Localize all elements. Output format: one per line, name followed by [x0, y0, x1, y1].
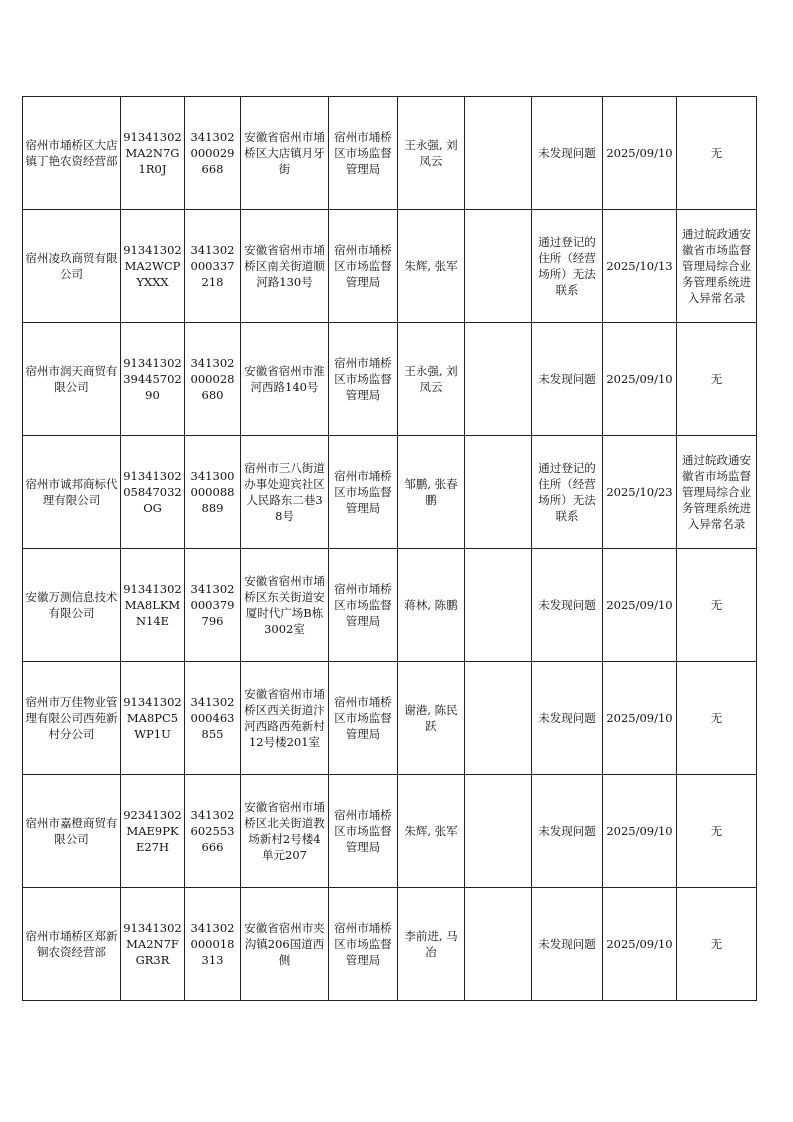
credit-code-cell: 91341302MA2WCPYXXX: [121, 210, 185, 323]
inspectors-cell: 朱辉, 张军: [398, 210, 465, 323]
enterprise-name-cell: 宿州市诚邦商标代理有限公司: [23, 436, 121, 549]
empty-cell: [465, 97, 532, 210]
inspection-result-cell: 通过登记的住所（经营场所）无法联系: [532, 436, 603, 549]
table-row: [23, 210, 757, 323]
inspectors-cell: 朱辉, 张军: [398, 775, 465, 888]
address-cell: 安徽省宿州市埇桥区大店镇月牙街: [241, 97, 329, 210]
credit-code-cell: 91341302MA8PC5WP1U: [121, 662, 185, 775]
table-row: [23, 323, 757, 436]
enterprise-name-cell: 宿州市万佳物业管理有限公司西苑新村分公司: [23, 662, 121, 775]
inspection-date-cell: 2025/09/10: [603, 775, 677, 888]
registration-number-cell: 341300000088889: [185, 436, 241, 549]
inspectors-cell: 蒋林, 陈鹏: [398, 549, 465, 662]
credit-code-cell: 913413023944570290: [121, 323, 185, 436]
inspection-table: [22, 96, 757, 1001]
department-cell: 宿州市埇桥区市场监督管理局: [329, 662, 398, 775]
address-cell: 安徽省宿州市埇桥区南关街道顺河路130号: [241, 210, 329, 323]
registration-number-cell: 341302000379796: [185, 549, 241, 662]
table-row: [23, 775, 757, 888]
credit-code-cell: 91341302MA8LKMN14E: [121, 549, 185, 662]
address-cell: 宿州市三八街道办事处迎宾社区人民路东二巷38号: [241, 436, 329, 549]
inspection-date-cell: 2025/10/13: [603, 210, 677, 323]
registration-number-cell: 341302000028680: [185, 323, 241, 436]
inspection-result-cell: 未发现问题: [532, 323, 603, 436]
registration-number-cell: 341302602553666: [185, 775, 241, 888]
enterprise-name-cell: 宿州市嘉橙商贸有限公司: [23, 775, 121, 888]
empty-cell: [465, 888, 532, 1001]
inspection-result-cell: 通过登记的住所（经营场所）无法联系: [532, 210, 603, 323]
address-cell: 安徽省宿州市淮河西路140号: [241, 323, 329, 436]
credit-code-cell: 92341302MAE9PKE27H: [121, 775, 185, 888]
remarks-cell: 通过皖政通安徽省市场监督管理局综合业务管理系统进入异常名录: [677, 436, 757, 549]
registration-number-cell: 341302000337218: [185, 210, 241, 323]
credit-code-cell: 91341302MA2N7FGR3R: [121, 888, 185, 1001]
inspection-result-cell: 未发现问题: [532, 549, 603, 662]
remarks-cell: 无: [677, 323, 757, 436]
inspection-result-cell: 未发现问题: [532, 775, 603, 888]
address-cell: 安徽省宿州市埇桥区东关街道安厦时代广场B栋3002室: [241, 549, 329, 662]
inspection-date-cell: 2025/10/23: [603, 436, 677, 549]
empty-cell: [465, 662, 532, 775]
inspection-date-cell: 2025/09/10: [603, 662, 677, 775]
empty-cell: [465, 210, 532, 323]
inspectors-cell: 邹鹏, 张春鹏: [398, 436, 465, 549]
inspection-date-cell: 2025/09/10: [603, 549, 677, 662]
department-cell: 宿州市埇桥区市场监督管理局: [329, 549, 398, 662]
registration-number-cell: 341302000463855: [185, 662, 241, 775]
table-body: [23, 97, 757, 1001]
inspection-result-cell: 未发现问题: [532, 888, 603, 1001]
remarks-cell: 无: [677, 662, 757, 775]
enterprise-name-cell: 宿州市润天商贸有限公司: [23, 323, 121, 436]
enterprise-name-cell: 宿州市埇桥区大店镇丁艳农资经营部: [23, 97, 121, 210]
inspectors-cell: 王永强, 刘凤云: [398, 97, 465, 210]
address-cell: 安徽省宿州市夹沟镇206国道西侧: [241, 888, 329, 1001]
enterprise-name-cell: 安徽万测信息技术有限公司: [23, 549, 121, 662]
inspectors-cell: 王永强, 刘凤云: [398, 323, 465, 436]
registration-number-cell: 341302000018313: [185, 888, 241, 1001]
enterprise-name-cell: 宿州凌玖商贸有限公司: [23, 210, 121, 323]
remarks-cell: 无: [677, 97, 757, 210]
table-row: [23, 662, 757, 775]
table-row: [23, 549, 757, 662]
inspection-result-cell: 未发现问题: [532, 662, 603, 775]
inspection-date-cell: 2025/09/10: [603, 323, 677, 436]
inspectors-cell: 谢港, 陈民跃: [398, 662, 465, 775]
enterprise-name-cell: 宿州市埇桥区郑新铜农资经营部: [23, 888, 121, 1001]
address-cell: 安徽省宿州市埇桥区北关街道教场新村2号楼4单元207: [241, 775, 329, 888]
credit-code-cell: 91341302MA2N7G1R0J: [121, 97, 185, 210]
empty-cell: [465, 549, 532, 662]
inspection-result-cell: 未发现问题: [532, 97, 603, 210]
table-row: [23, 436, 757, 549]
empty-cell: [465, 436, 532, 549]
credit-code-cell: 9134130205847032OG: [121, 436, 185, 549]
table-row: [23, 888, 757, 1001]
address-cell: 安徽省宿州市埇桥区西关街道汴河西路西苑新村12号楼201室: [241, 662, 329, 775]
department-cell: 宿州市埇桥区市场监督管理局: [329, 436, 398, 549]
registration-number-cell: 341302000029668: [185, 97, 241, 210]
department-cell: 宿州市埇桥区市场监督管理局: [329, 775, 398, 888]
department-cell: 宿州市埇桥区市场监督管理局: [329, 210, 398, 323]
table-row: [23, 97, 757, 210]
remarks-cell: 无: [677, 549, 757, 662]
remarks-cell: 无: [677, 888, 757, 1001]
department-cell: 宿州市埇桥区市场监督管理局: [329, 888, 398, 1001]
department-cell: 宿州市埇桥区市场监督管理局: [329, 323, 398, 436]
inspection-date-cell: 2025/09/10: [603, 888, 677, 1001]
inspection-date-cell: 2025/09/10: [603, 97, 677, 210]
department-cell: 宿州市埇桥区市场监督管理局: [329, 97, 398, 210]
empty-cell: [465, 775, 532, 888]
remarks-cell: 通过皖政通安徽省市场监督管理局综合业务管理系统进入异常名录: [677, 210, 757, 323]
empty-cell: [465, 323, 532, 436]
inspectors-cell: 李前进, 马冶: [398, 888, 465, 1001]
remarks-cell: 无: [677, 775, 757, 888]
